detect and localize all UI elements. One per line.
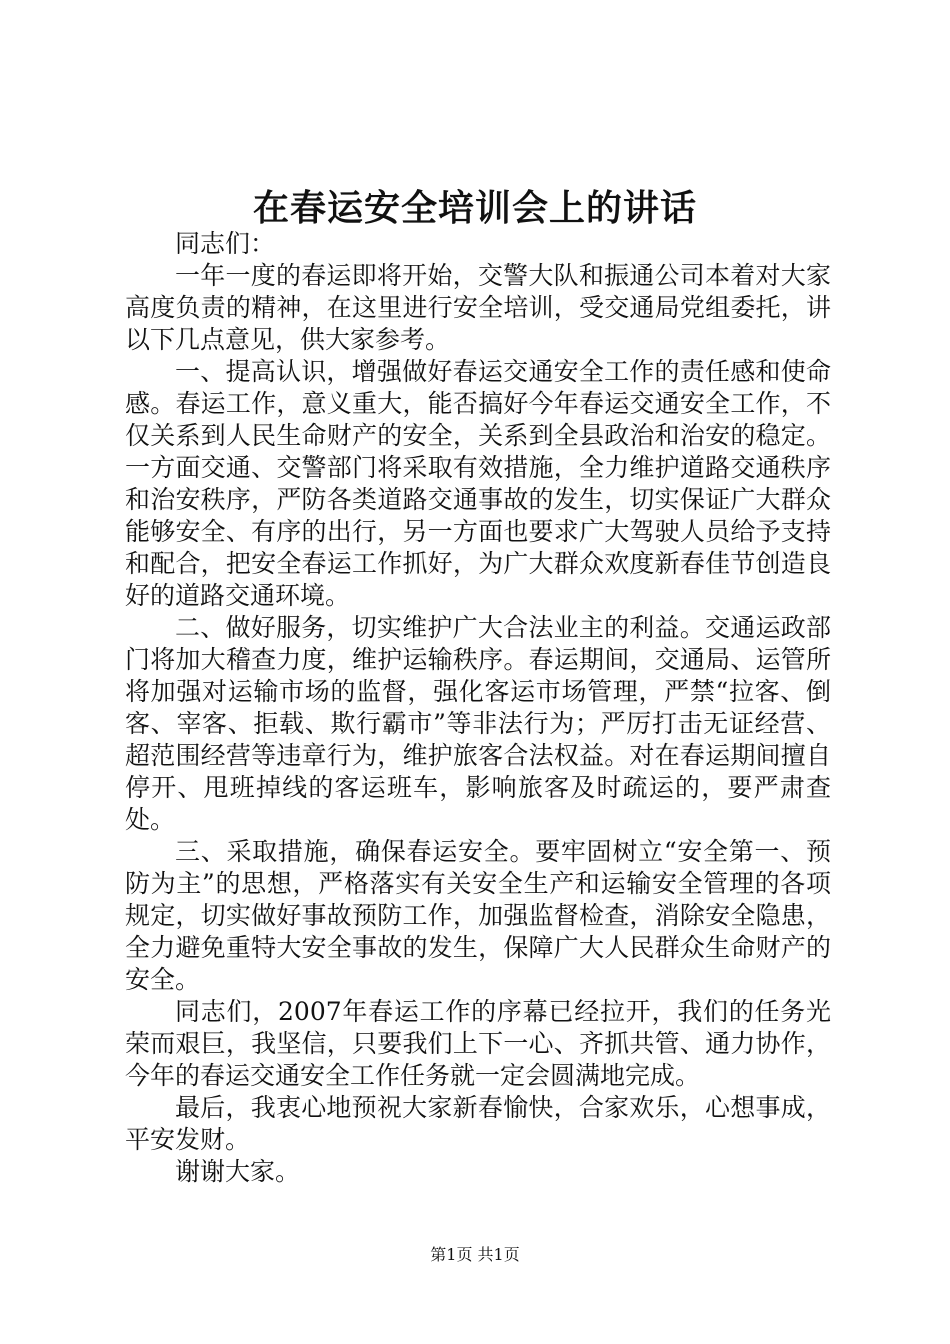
salutation: 同志们： (175, 229, 276, 258)
paragraph-point-three: 三、采取措施，确保春运安全。要牢固树立“安全第一、预防为主”的思想，严格落实有关安全生产和运输安全管理的各项规定，切实做好事故预防工作，加强监督检查，消除安全隐患，全力避免重特大安全事故的发生，保障广大人民群众生命财产的安全。 (125, 837, 831, 994)
paragraph-intro: 一年一度的春运即将开始，交警大队和振通公司本着对大家高度负责的精神，在这里进行安全培训，受交通局党组委托，讲以下几点意见，供大家参考。 (125, 261, 831, 354)
paragraph-wishes: 最后，我衷心地预祝大家新春愉快，合家欢乐，心想事成，平安发财。 (125, 1093, 831, 1154)
document-body (125, 228, 831, 1188)
paragraph-point-one: 一、提高认识，增强做好春运交通安全工作的责任感和使命感。春运工作，意义重大，能否搞好今年春运交通安全工作，不仅关系到人民生命财产的安全，关系到全县政治和治安的稳定。一方面交通、交警部门将采取有效措施，全力维护道路交通秩序和治安秩序，严防各类道路交通事故的发生，切实保证广大群众能够安全、有序的出行，另一方面也要求广大驾驶人员给予支持和配合，把安全春运工作抓好，为广大群众欢度新春佳节创造良好的道路交通环境。 (125, 357, 831, 610)
closing-thanks: 谢谢大家。 (175, 1157, 301, 1186)
document-title: 在春运安全培训会上的讲话 (252, 187, 697, 229)
page-footer: 第1页 共1页 (430, 1245, 520, 1264)
paragraph-conclusion: 同志们，2007年春运工作的序幕已经拉开，我们的任务光荣而艰巨，我坚信，只要我们上下一心、齐抓共管、通力协作，今年的春运交通安全工作任务就一定会圆满地完成。 (125, 997, 831, 1090)
paragraph-point-two: 二、做好服务，切实维护广大合法业主的利益。交通运政部门将加大稽查力度，维护运输秩序。春运期间，交通局、运管所将加强对运输市场的监督，强化客运市场管理，严禁“拉客、倒客、宰客、拒载、欺行霸市”等非法行为；严厉打击无证经营、超范围经营等违章行为，维护旅客合法权益。对在春运期间擅自停开、甩班掉线的客运班车，影响旅客及时疏运的，要严肃查处。 (125, 613, 831, 834)
